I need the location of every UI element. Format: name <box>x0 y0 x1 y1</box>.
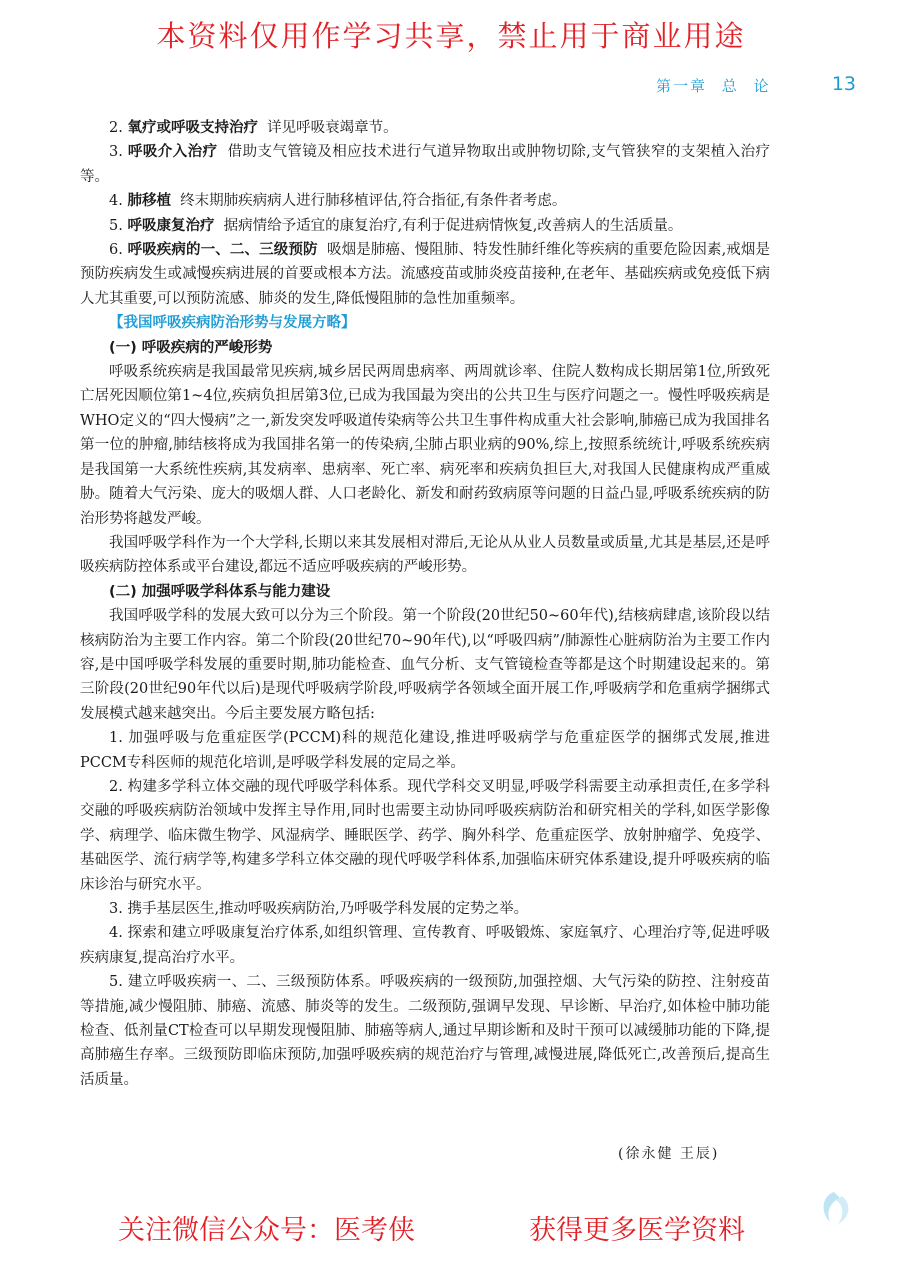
list-item: 3. 呼吸介入治疗 借助支气管镜及相应技术进行气道异物取出或肿物切除,支气管狭窄的支架植入治疗等。 <box>80 144 771 185</box>
list-item: 3. 携手基层医生,推动呼吸疾病防治,乃呼吸学科发展的定势之举。 <box>109 901 529 917</box>
list-item: 5. 建立呼吸疾病一、二、三级预防体系。呼吸疾病的一级预防,加强控烟、大气污染的防控、注射疫苗等措施,减少慢阻肺、肺癌、流感、肺炎等的发生。二级预防,强调早发现、早诊断、早治疗,如体检中肺功能检查、低剂量CT检查可以早期发现慢阻肺、肺癌等病人,通过早期诊断和及时干预可以减缓肺功能的下降,提高肺癌生存率。三级预防即临床预防,加强呼吸疾病的规范治疗与管理,减慢进展,降低死亡,改善预后,提高生活质量。 <box>80 974 770 1088</box>
author-credit: (徐永健 王辰) <box>618 1146 720 1162</box>
list-item: 4. 肺移植 终末期肺疾病病人进行肺移植评估,符合指征,有条件者考虑。 <box>109 193 567 210</box>
item-title: 肺移植 <box>127 193 171 210</box>
list-item: 6. 呼吸疾病的一、二、三级预防 吸烟是肺癌、慢阻肺、特发性肺纤维化等疾病的重要危险因素,戒烟是预防疾病发生或减慢疾病进展的首要或根本方法。流感疫苗或肺炎疫苗接种,在老年、基础疾病或免疫低下病人尤其重要,可以预防流感、肺炎的发生,降低慢阻肺的急性加重频率。 <box>80 242 771 307</box>
list-item: 4. 探索和建立呼吸康复治疗体系,如组织管理、宣传教育、呼吸锻炼、家庭氧疗、心理治疗等,促进呼吸疾病康复,提高治疗水平。 <box>80 925 770 966</box>
item-title: 氧疗或呼吸支持治疗 <box>127 120 258 136</box>
section-title: 【我国呼吸疾病防治形势与发展方略】 <box>109 315 356 332</box>
item-title: 呼吸介入治疗 <box>127 144 218 161</box>
watermark-bottom-left: 关注微信公众号：医考侠 <box>118 1215 415 1246</box>
page-number: 13 <box>831 73 856 95</box>
item-title: 呼吸康复治疗 <box>127 217 215 234</box>
watermark-top: 本资料仅用作学习共享，禁止用于商业用途 <box>156 19 746 53</box>
subsection-title: (一) 呼吸疾病的严峻形势 <box>109 339 273 356</box>
subsection-title: (二) 加强呼吸学科体系与能力建设 <box>109 583 331 600</box>
list-item: 2. 构建多学科立体交融的现代呼吸学科体系。现代学科交叉明显,呼吸学科需要主动承担责任,在多学科交融的呼吸疾病防治领域中发挥主导作用,同时也需要主动协同呼吸疾病防治和研究相关的学科,如医学影像学、病理学、临床微生物学、风湿病学、睡眠医学、药学、胸外科学、危重症医学、放射肿瘤学、免疫学、基础医学、流行病学等,构建多学科立体交融的现代呼吸学科体系,加强临床研究体系建设,提升呼吸疾病的临床诊治与研究水平。 <box>80 778 770 893</box>
watermark-bottom-right: 获得更多医学资料 <box>529 1215 745 1246</box>
list-item: 5. 呼吸康复治疗 据病情给予适宜的康复治疗,有利于促进病情恢复,改善病人的生活质量。 <box>109 217 683 234</box>
list-item: 2. 氧疗或呼吸支持治疗 详见呼吸衰竭章节。 <box>109 120 398 136</box>
page-body <box>80 116 770 1092</box>
item-title: 呼吸疾病的一、二、三级预防 <box>127 242 318 259</box>
running-head-chapter: 第一章 总 论 <box>656 77 771 95</box>
paragraph: 我国呼吸学科作为一个大学科,长期以来其发展相对滞后,无论从从业人员数量或质量,尤其是基层,还是呼吸疾病防控体系或平台建设,都远不适应呼吸疾病的严峻形势。 <box>80 534 770 576</box>
paragraph: 我国呼吸学科的发展大致可以分为三个阶段。第一个阶段(20世纪50~60年代),结核病肆虐,该阶段以结核病防治为主要工作内容。第二个阶段(20世纪70~90年代),以“呼吸四病”/肺源性心脏病防治为主要工作内容,是中国呼吸学科发展的重要时期,肺功能检查、血气分析、支气管镜检查等都是这个时期建设起来的。第三阶段(20世纪90年代以后)是现代呼吸病学阶段,呼吸病学各领域全面开展工作,呼吸病学和危重病学捆绑式发展模式越来越突出。今后主要发展方略包括: <box>80 608 770 722</box>
list-item: 1. 加强呼吸与危重症医学(PCCM)科的规范化建设,推进呼吸病学与危重症医学的捆绑式发展,推进PCCM专科医师的规范化培训,是呼吸学科发展的定局之举。 <box>80 730 770 771</box>
paragraph: 呼吸系统疾病是我国最常见疾病,城乡居民两周患病率、两周就诊率、住院人数构成长期居第1位,所致死亡居死因顺位第1~4位,疾病负担居第3位,已成为我国最为突出的公共卫生与医疗问题之一。慢性呼吸疾病是WHO定义的“四大慢病”之一,新发突发呼吸道传染病等公共卫生事件构成重大社会影响,肺癌已成为我国排名第一位的肿瘤,肺结核将成为我国排名第一的传染病,尘肺占职业病的90%,综上,按照系统统计,呼吸系统疾病是我国第一大系统性疾病,其发病率、患病率、死亡率、病死率和疾病负担巨大,对我国人民健康构成严重威胁。随着大气污染、庞大的吸烟人群、人口老龄化、新发和耐药致病原等问题的日益凸显,呼吸系统疾病的防治形势将越发严峻。 <box>80 364 770 527</box>
logo-icon <box>812 1186 856 1230</box>
